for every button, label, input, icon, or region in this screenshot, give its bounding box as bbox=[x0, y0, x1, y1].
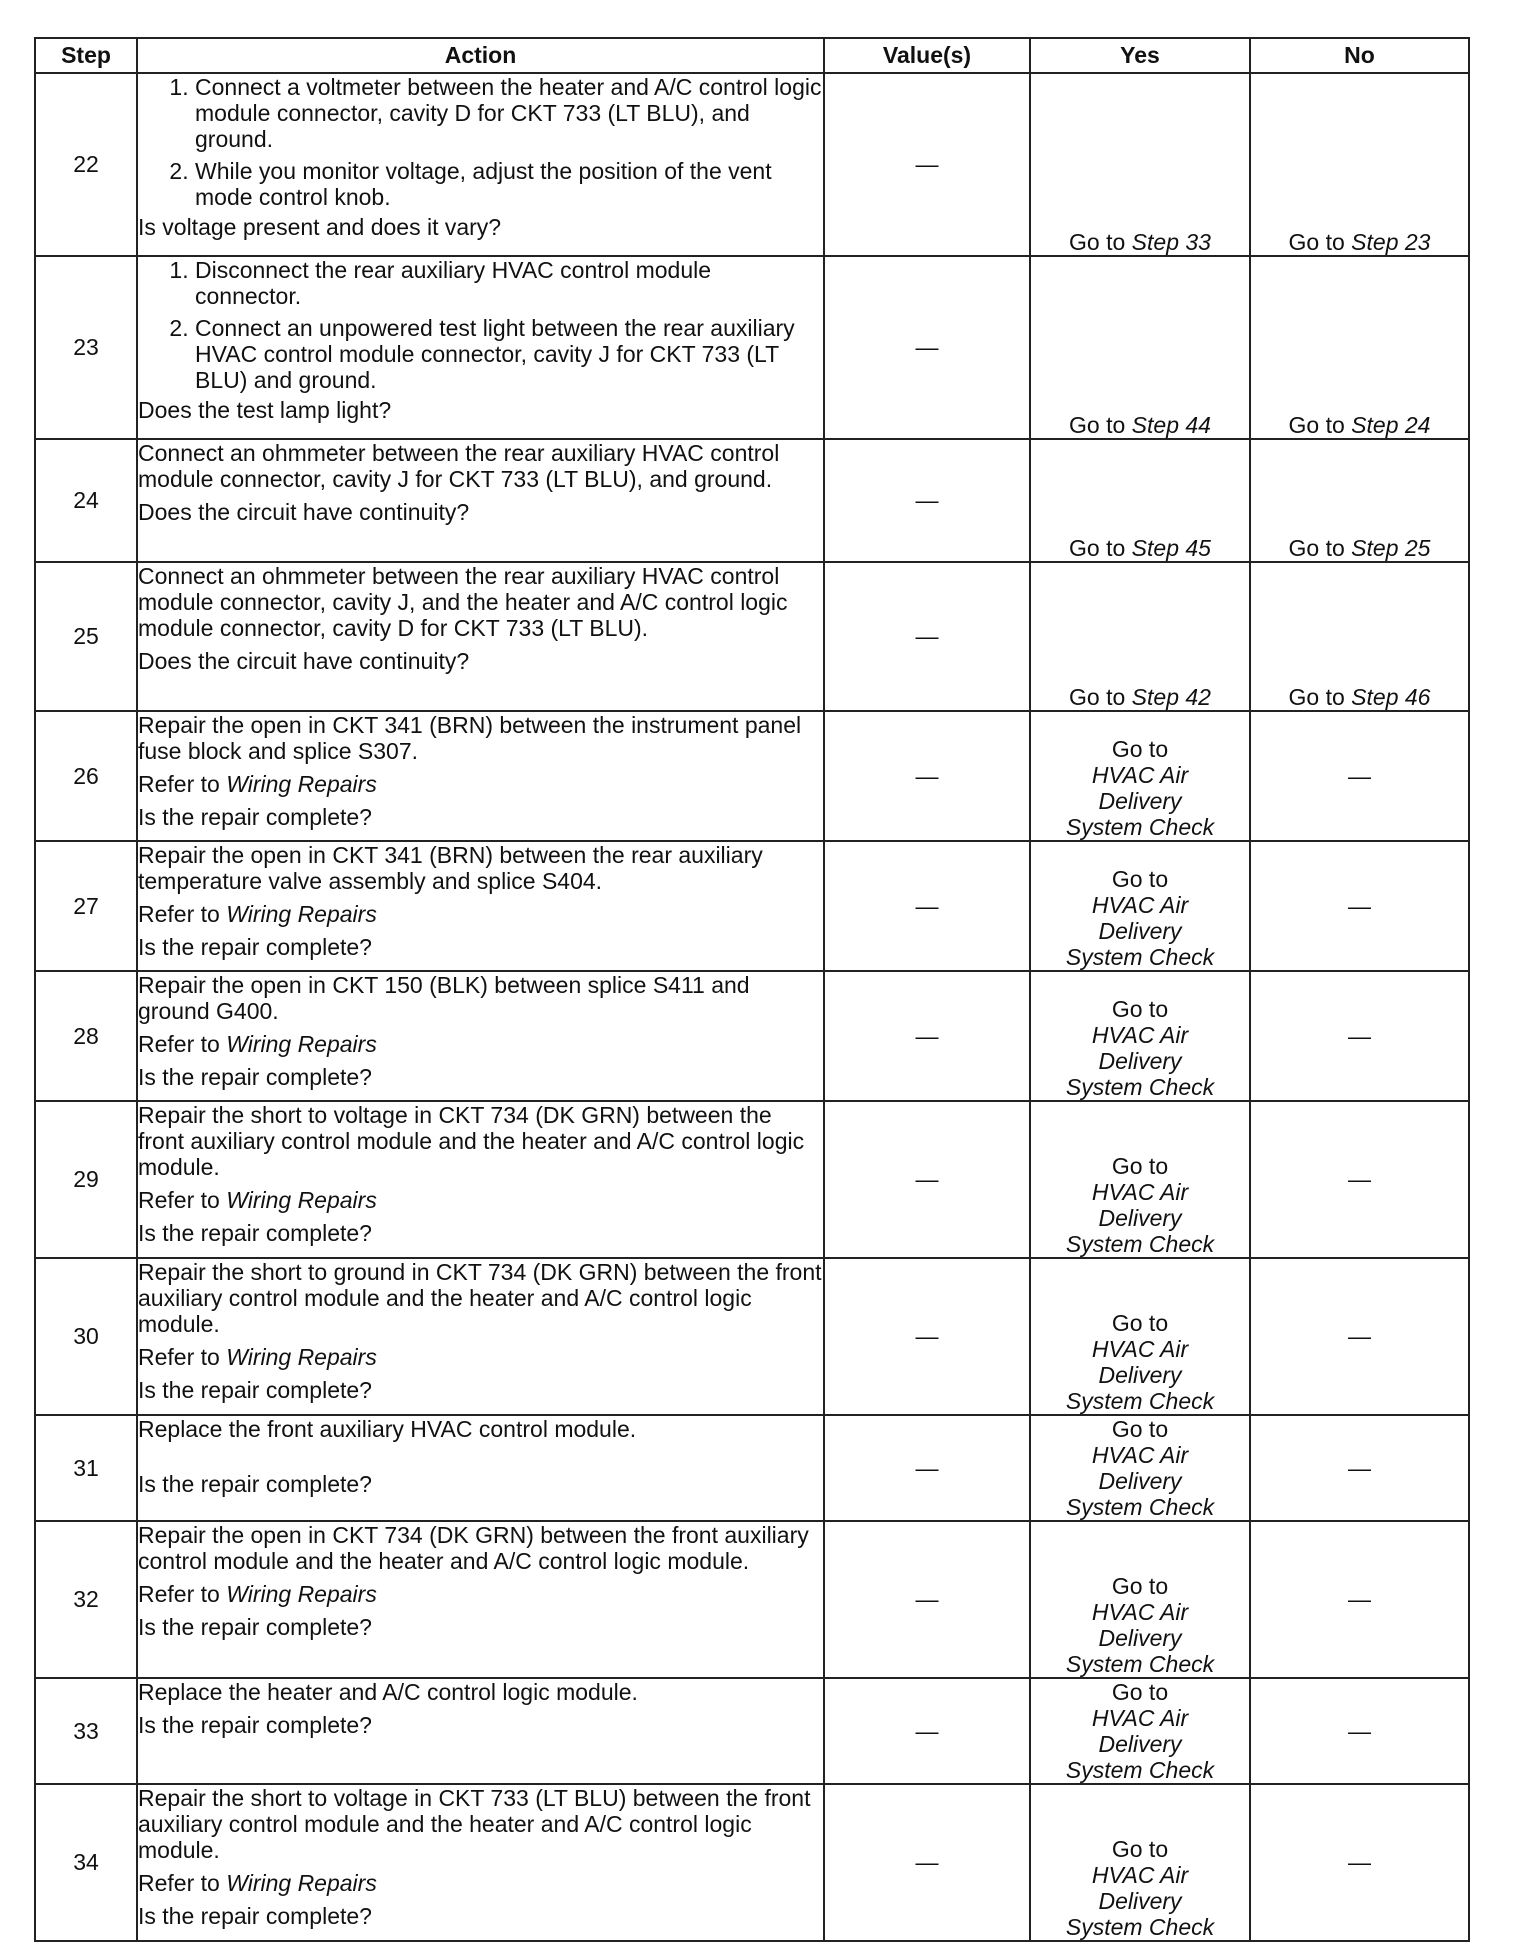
substep: 1. Connect a voltmeter between the heater and A/C control logic module connector, cavity D for CKT 733 (LT BLU), and ground. bbox=[195, 74, 823, 152]
goto-target-line2: Delivery bbox=[1098, 918, 1182, 944]
no-cell: — bbox=[1250, 1415, 1469, 1521]
step-number: 22 bbox=[35, 73, 137, 256]
goto-target-line3: System Check bbox=[1065, 1494, 1215, 1520]
diagnostic-table bbox=[34, 37, 1470, 1942]
goto-target: Step 33 bbox=[1131, 229, 1211, 255]
step-number: 25 bbox=[35, 562, 137, 711]
question-text: Is the repair complete? bbox=[138, 1220, 372, 1246]
goto-target-line3: System Check bbox=[1065, 1231, 1215, 1257]
step-number: 30 bbox=[35, 1258, 137, 1415]
value-cell: — bbox=[824, 1415, 1030, 1521]
goto-prefix: Go to bbox=[1069, 229, 1132, 255]
no-cell: — bbox=[1250, 841, 1469, 971]
step-number: 24 bbox=[35, 439, 137, 562]
action-text: Repair the short to voltage in CKT 734 (DK GRN) between the front auxiliary control module and the heater and A/C control logic module. bbox=[138, 1102, 805, 1180]
refer-target: Wiring Repairs bbox=[226, 1344, 377, 1370]
action-text: Repair the short to ground in CKT 734 (DK GRN) between the front auxiliary control module and the heater and A/C control logic module. bbox=[138, 1259, 822, 1337]
yes-cell bbox=[1030, 1415, 1250, 1521]
question-text: Does the test lamp light? bbox=[138, 397, 392, 423]
table-row bbox=[35, 562, 1469, 711]
value-cell: — bbox=[824, 971, 1030, 1101]
goto-target-line2: Delivery bbox=[1098, 1888, 1182, 1914]
goto-target: Step 23 bbox=[1351, 229, 1431, 255]
header-action: Action bbox=[137, 38, 824, 73]
goto-prefix: Go to bbox=[1111, 736, 1169, 762]
substep: 2. While you monitor voltage, adjust the position of the vent mode control knob. bbox=[195, 158, 823, 210]
substep-list bbox=[138, 74, 823, 210]
goto-prefix: Go to bbox=[1111, 1310, 1169, 1336]
goto-target: Step 45 bbox=[1131, 535, 1211, 561]
action-text: Replace the heater and A/C control logic module. bbox=[138, 1679, 638, 1705]
table-row bbox=[35, 73, 1469, 256]
substep-list bbox=[138, 257, 823, 393]
yes-cell bbox=[1030, 256, 1250, 439]
step-number: 33 bbox=[35, 1678, 137, 1784]
goto-target-line3: System Check bbox=[1065, 1388, 1215, 1414]
table-row bbox=[35, 1415, 1469, 1521]
goto-target-line3: System Check bbox=[1065, 1651, 1215, 1677]
goto-target-line2: Delivery bbox=[1098, 1731, 1182, 1757]
action-text: Connect an ohmmeter between the rear auxiliary HVAC control module connector, cavity J, and the heater and A/C control logic module connector, cavity D for CKT 733 (LT BLU). bbox=[138, 563, 788, 641]
refer-text bbox=[138, 1344, 823, 1370]
no-cell: — bbox=[1250, 711, 1469, 841]
question-text: Is the repair complete? bbox=[138, 1903, 372, 1929]
question-text: Is the repair complete? bbox=[138, 1712, 372, 1738]
yes-cell bbox=[1030, 1521, 1250, 1678]
table-row bbox=[35, 1678, 1469, 1784]
substep: 2. Connect an unpowered test light between the rear auxiliary HVAC control module connector, cavity J for CKT 733 (LT BLU) and ground. bbox=[195, 315, 823, 393]
action-cell bbox=[137, 562, 824, 711]
goto-prefix: Go to bbox=[1111, 1573, 1169, 1599]
table-row bbox=[35, 1101, 1469, 1258]
value-cell: — bbox=[824, 1678, 1030, 1784]
header-values: Value(s) bbox=[824, 38, 1030, 73]
no-cell bbox=[1250, 256, 1469, 439]
yes-cell bbox=[1030, 73, 1250, 256]
no-cell: — bbox=[1250, 1521, 1469, 1678]
table-row bbox=[35, 841, 1469, 971]
goto-target: Step 25 bbox=[1351, 535, 1431, 561]
step-number: 27 bbox=[35, 841, 137, 971]
diagnostic-table-page bbox=[34, 37, 1468, 1942]
table-row bbox=[35, 256, 1469, 439]
goto-prefix: Go to bbox=[1069, 684, 1132, 710]
action-text: Repair the open in CKT 734 (DK GRN) between the front auxiliary control module and the heater and A/C control logic module. bbox=[138, 1522, 809, 1574]
action-cell bbox=[137, 841, 824, 971]
value-cell: — bbox=[824, 73, 1030, 256]
refer-target: Wiring Repairs bbox=[226, 1870, 377, 1896]
goto-target-line2: Delivery bbox=[1098, 1048, 1182, 1074]
no-cell: — bbox=[1250, 1258, 1469, 1415]
no-cell bbox=[1250, 73, 1469, 256]
action-cell bbox=[137, 73, 824, 256]
blank-line bbox=[138, 1442, 823, 1464]
action-text: Repair the open in CKT 341 (BRN) between the rear auxiliary temperature valve assembly and splice S404. bbox=[138, 842, 763, 894]
refer-prefix: Refer to bbox=[138, 1581, 227, 1607]
refer-text bbox=[138, 771, 823, 797]
action-text: Repair the open in CKT 150 (BLK) between splice S411 and ground G400. bbox=[138, 972, 750, 1024]
action-cell bbox=[137, 1258, 824, 1415]
action-text: Replace the front auxiliary HVAC control module. bbox=[138, 1416, 637, 1442]
action-cell bbox=[137, 1678, 824, 1784]
substep: 1. Disconnect the rear auxiliary HVAC control module connector. bbox=[195, 257, 823, 309]
goto-target: Step 46 bbox=[1351, 684, 1431, 710]
question-text: Does the circuit have continuity? bbox=[138, 648, 470, 674]
no-cell bbox=[1250, 562, 1469, 711]
goto-target-line3: System Check bbox=[1065, 1757, 1215, 1783]
refer-target: Wiring Repairs bbox=[226, 1187, 377, 1213]
goto-prefix: Go to bbox=[1111, 1679, 1169, 1705]
question-text: Is the repair complete? bbox=[138, 1471, 372, 1497]
goto-target-line1: HVAC Air bbox=[1091, 1336, 1189, 1362]
refer-target: Wiring Repairs bbox=[226, 771, 377, 797]
goto-prefix: Go to bbox=[1288, 412, 1352, 438]
header-step: Step bbox=[35, 38, 137, 73]
goto-prefix: Go to bbox=[1069, 412, 1132, 438]
value-cell: — bbox=[824, 1101, 1030, 1258]
step-number: 32 bbox=[35, 1521, 137, 1678]
header-no: No bbox=[1250, 38, 1469, 73]
value-cell: — bbox=[824, 711, 1030, 841]
goto-target-line1: HVAC Air bbox=[1091, 1442, 1189, 1468]
refer-prefix: Refer to bbox=[138, 1344, 227, 1370]
table-row bbox=[35, 971, 1469, 1101]
question-text: Is the repair complete? bbox=[138, 1614, 372, 1640]
goto-prefix: Go to bbox=[1288, 229, 1352, 255]
action-cell bbox=[137, 1101, 824, 1258]
goto-prefix: Go to bbox=[1111, 1836, 1169, 1862]
goto-prefix: Go to bbox=[1069, 535, 1132, 561]
yes-cell bbox=[1030, 562, 1250, 711]
table-row bbox=[35, 1521, 1469, 1678]
step-number: 34 bbox=[35, 1784, 137, 1941]
yes-cell bbox=[1030, 841, 1250, 971]
table-row bbox=[35, 1258, 1469, 1415]
goto-target-line2: Delivery bbox=[1098, 788, 1182, 814]
goto-target-line3: System Check bbox=[1065, 814, 1215, 840]
yes-cell bbox=[1030, 1101, 1250, 1258]
refer-prefix: Refer to bbox=[138, 771, 227, 797]
step-number: 29 bbox=[35, 1101, 137, 1258]
goto-prefix: Go to bbox=[1288, 684, 1352, 710]
no-cell bbox=[1250, 439, 1469, 562]
refer-text bbox=[138, 1031, 823, 1057]
no-cell: — bbox=[1250, 1101, 1469, 1258]
question-text: Does the circuit have continuity? bbox=[138, 499, 470, 525]
value-cell: — bbox=[824, 1258, 1030, 1415]
header-yes: Yes bbox=[1030, 38, 1250, 73]
action-cell bbox=[137, 971, 824, 1101]
action-text: Repair the short to voltage in CKT 733 (LT BLU) between the front auxiliary control module and the heater and A/C control logic module. bbox=[138, 1785, 811, 1863]
goto-prefix: Go to bbox=[1111, 996, 1169, 1022]
goto-prefix: Go to bbox=[1111, 1153, 1169, 1179]
goto-target: Step 42 bbox=[1131, 684, 1211, 710]
step-number: 28 bbox=[35, 971, 137, 1101]
refer-target: Wiring Repairs bbox=[226, 901, 377, 927]
refer-prefix: Refer to bbox=[138, 1187, 227, 1213]
action-cell bbox=[137, 1784, 824, 1941]
action-cell bbox=[137, 711, 824, 841]
yes-cell bbox=[1030, 1258, 1250, 1415]
action-cell bbox=[137, 439, 824, 562]
refer-text bbox=[138, 1870, 823, 1896]
goto-target-line1: HVAC Air bbox=[1091, 762, 1189, 788]
yes-cell bbox=[1030, 1678, 1250, 1784]
value-cell: — bbox=[824, 562, 1030, 711]
goto-target-line1: HVAC Air bbox=[1091, 1179, 1189, 1205]
step-number: 31 bbox=[35, 1415, 137, 1521]
refer-text bbox=[138, 901, 823, 927]
yes-cell bbox=[1030, 439, 1250, 562]
no-cell: — bbox=[1250, 1678, 1469, 1784]
step-number: 23 bbox=[35, 256, 137, 439]
value-cell: — bbox=[824, 841, 1030, 971]
goto-target: Step 24 bbox=[1351, 412, 1431, 438]
goto-prefix: Go to bbox=[1111, 1416, 1169, 1442]
goto-target-line2: Delivery bbox=[1098, 1468, 1182, 1494]
goto-target-line1: HVAC Air bbox=[1091, 1599, 1189, 1625]
refer-prefix: Refer to bbox=[138, 1031, 227, 1057]
action-cell bbox=[137, 1415, 824, 1521]
value-cell: — bbox=[824, 1784, 1030, 1941]
question-text: Is the repair complete? bbox=[138, 934, 372, 960]
goto-target-line2: Delivery bbox=[1098, 1205, 1182, 1231]
goto-target-line1: HVAC Air bbox=[1091, 1022, 1189, 1048]
question-text: Is the repair complete? bbox=[138, 1064, 372, 1090]
no-cell: — bbox=[1250, 1784, 1469, 1941]
table-row bbox=[35, 439, 1469, 562]
goto-target-line2: Delivery bbox=[1098, 1625, 1182, 1651]
table-row bbox=[35, 711, 1469, 841]
goto-target-line1: HVAC Air bbox=[1091, 892, 1189, 918]
yes-cell bbox=[1030, 1784, 1250, 1941]
no-cell: — bbox=[1250, 971, 1469, 1101]
header-row bbox=[35, 38, 1469, 73]
goto-target-line3: System Check bbox=[1065, 1914, 1215, 1940]
action-text: Connect an ohmmeter between the rear auxiliary HVAC control module connector, cavity J for CKT 733 (LT BLU), and ground. bbox=[138, 440, 780, 492]
question-text: Is the repair complete? bbox=[138, 804, 372, 830]
question-text: Is voltage present and does it vary? bbox=[138, 214, 502, 240]
value-cell: — bbox=[824, 439, 1030, 562]
goto-target: Step 44 bbox=[1131, 412, 1211, 438]
refer-text bbox=[138, 1187, 823, 1213]
yes-cell bbox=[1030, 711, 1250, 841]
goto-target-line1: HVAC Air bbox=[1091, 1862, 1189, 1888]
action-cell bbox=[137, 256, 824, 439]
goto-target-line2: Delivery bbox=[1098, 1362, 1182, 1388]
step-number: 26 bbox=[35, 711, 137, 841]
action-text: Repair the open in CKT 341 (BRN) between the instrument panel fuse block and splice S307. bbox=[138, 712, 802, 764]
refer-prefix: Refer to bbox=[138, 1870, 227, 1896]
goto-target-line3: System Check bbox=[1065, 1074, 1215, 1100]
refer-prefix: Refer to bbox=[138, 901, 227, 927]
goto-target-line3: System Check bbox=[1065, 944, 1215, 970]
action-cell bbox=[137, 1521, 824, 1678]
refer-text bbox=[138, 1581, 823, 1607]
refer-target: Wiring Repairs bbox=[226, 1031, 377, 1057]
question-text: Is the repair complete? bbox=[138, 1377, 372, 1403]
value-cell: — bbox=[824, 256, 1030, 439]
value-cell: — bbox=[824, 1521, 1030, 1678]
goto-target-line1: HVAC Air bbox=[1091, 1705, 1189, 1731]
table-row bbox=[35, 1784, 1469, 1941]
goto-prefix: Go to bbox=[1288, 535, 1352, 561]
goto-prefix: Go to bbox=[1111, 866, 1169, 892]
refer-target: Wiring Repairs bbox=[226, 1581, 377, 1607]
yes-cell bbox=[1030, 971, 1250, 1101]
